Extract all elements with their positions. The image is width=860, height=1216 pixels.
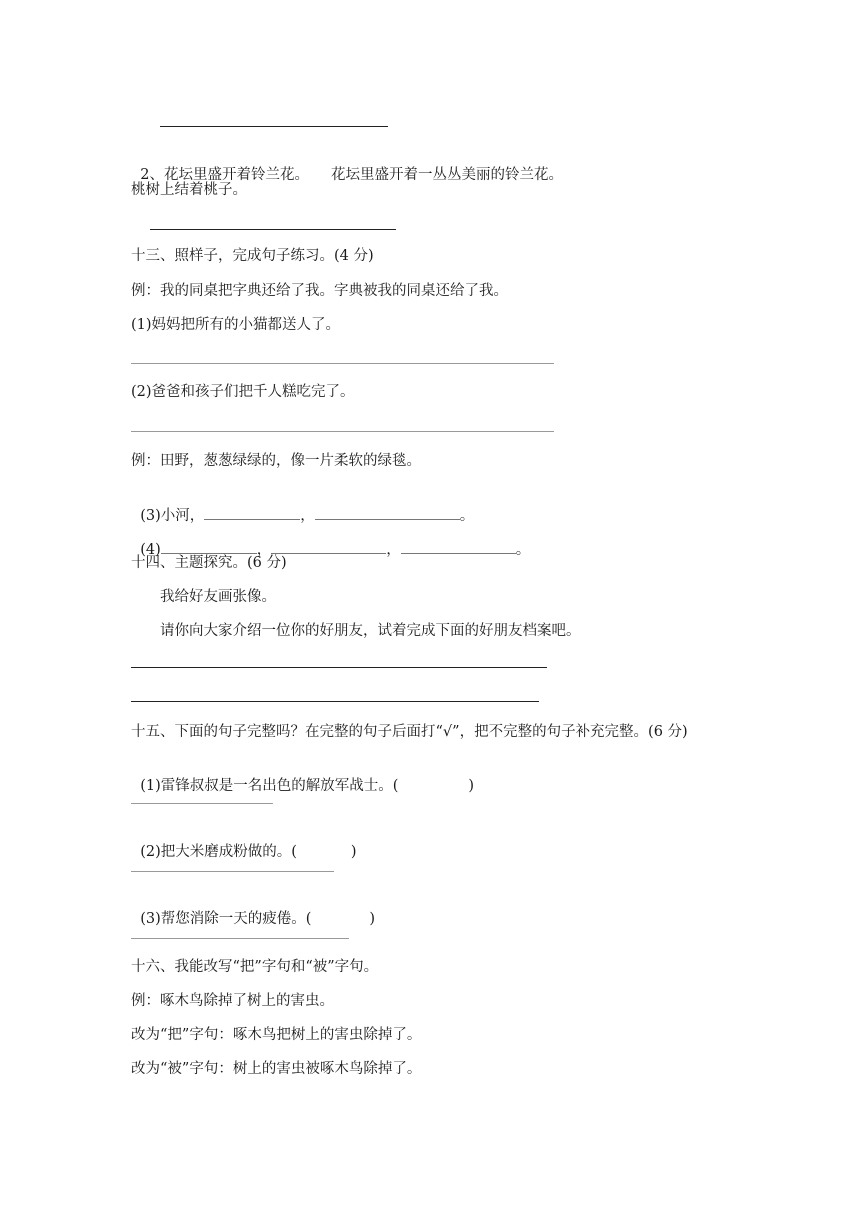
- q13-example-1: 例：我的同桌把字典还给了我。字典被我的同桌还给了我。: [131, 283, 508, 299]
- q14-text-1: 我给好友画张像。: [160, 589, 276, 605]
- answer-line-q12-2[interactable]: [150, 229, 396, 230]
- q13-item-4-label: (4): [140, 542, 161, 558]
- q16-ba-sentence: 改为“把”字句：啄木鸟把树上的害虫除掉了。: [131, 1027, 422, 1043]
- close-paren: ): [468, 778, 475, 794]
- answer-line-q14-2[interactable]: [131, 701, 539, 702]
- answer-line-q15-3[interactable]: [131, 938, 349, 939]
- blank-q13-3-a[interactable]: [204, 505, 300, 520]
- q15-item-2-text: (2)把大米磨成粉做的。(: [140, 844, 297, 860]
- blank-q13-4-c[interactable]: [401, 539, 516, 554]
- q12-item-2: [131, 145, 563, 185]
- answer-line-q15-2[interactable]: [131, 871, 334, 872]
- q13-title: 十三、照样子，完成句子练习。(4 分): [131, 248, 374, 264]
- q16-example: 例：啄木鸟除掉了树上的害虫。: [131, 993, 334, 1009]
- answer-line-q13-1[interactable]: [131, 363, 554, 364]
- q12-sentence-expanded: 花坛里盛开着一丛丛美丽的铃兰花。: [330, 167, 563, 183]
- q12-sentence-original: 2、花坛里盛开着铃兰花。: [140, 167, 309, 183]
- q14-text-2: 请你向大家介绍一位你的好朋友，试着完成下面的好朋友档案吧。: [160, 623, 581, 639]
- q15-title: 十五、下面的句子完整吗？在完整的句子后面打“√”，把不完整的句子补充完整。(6 分): [131, 724, 688, 740]
- q13-item-3-label: (3)小河，: [140, 508, 205, 524]
- q13-item-1: (1)妈妈把所有的小猫都送人了。: [131, 317, 341, 333]
- close-paren: ): [350, 844, 357, 860]
- blank-q13-4-b[interactable]: [271, 539, 386, 554]
- period: 。: [515, 542, 531, 558]
- period: 。: [459, 508, 475, 524]
- close-paren: ): [369, 911, 376, 927]
- answer-line-q15-1[interactable]: [131, 803, 273, 804]
- blank-q13-4-a[interactable]: [161, 539, 257, 554]
- q12-item-2-task: 桃树上结着桃子。: [131, 182, 247, 198]
- comma: ，: [300, 508, 315, 524]
- comma: ，: [386, 542, 401, 558]
- q15-item-3-text: (3)帮您消除一天的疲倦。(: [140, 911, 312, 927]
- q15-item-1: [131, 756, 474, 796]
- q15-item-2: [131, 822, 357, 862]
- q13-item-2: (2)爸爸和孩子们把千人糕吃完了。: [131, 384, 355, 400]
- answer-line-q14-1[interactable]: [131, 667, 547, 668]
- q15-item-3: [131, 889, 375, 929]
- q16-title: 十六、我能改写“把”字句和“被”字句。: [131, 959, 379, 975]
- blank-q13-3-b[interactable]: [315, 505, 460, 520]
- q16-bei-sentence: 改为“被”字句：树上的害虫被啄木鸟除掉了。: [131, 1061, 422, 1077]
- answer-line-top[interactable]: [160, 126, 388, 127]
- comma: ，: [256, 542, 272, 558]
- q13-example-2: 例：田野，葱葱绿绿的，像一片柔软的绿毯。: [131, 453, 421, 469]
- answer-line-q13-2[interactable]: [131, 431, 554, 432]
- q14-title: 十四、主题探究。(6 分): [131, 555, 287, 571]
- q15-item-1-text: (1)雷锋叔叔是一名出色的解放军战士。(: [140, 778, 399, 794]
